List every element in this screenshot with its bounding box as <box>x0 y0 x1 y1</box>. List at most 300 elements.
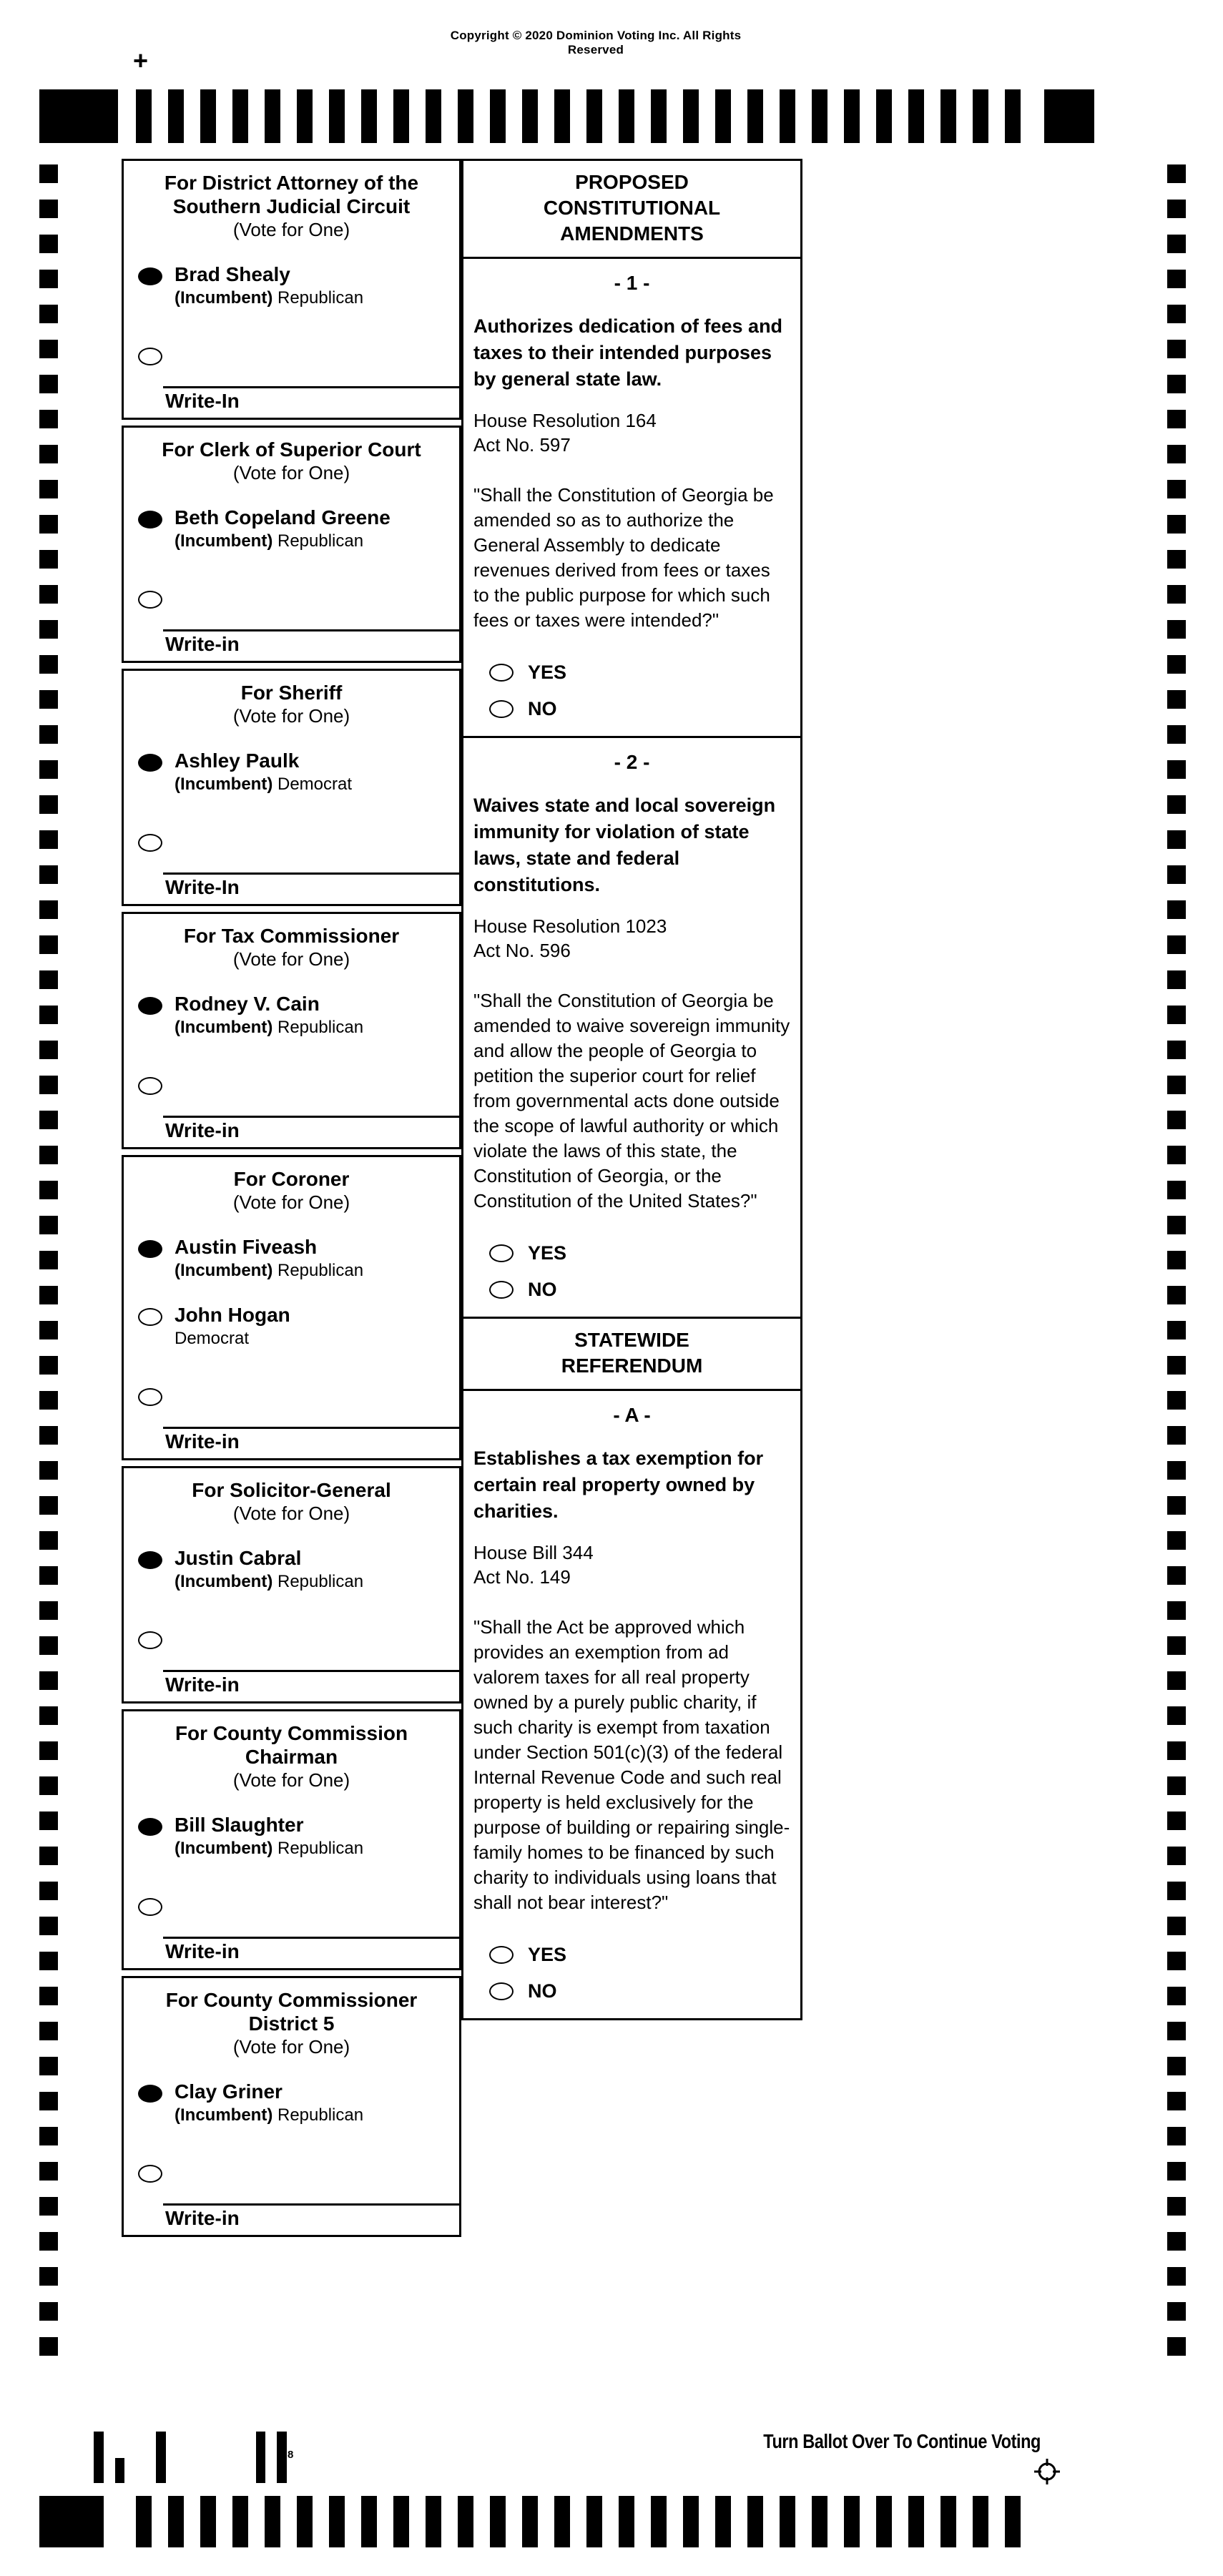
timing-mark <box>39 620 58 639</box>
candidate-text <box>175 750 352 795</box>
timing-mark <box>39 2267 58 2286</box>
write-in-choice-row <box>124 591 459 612</box>
timing-mark <box>329 2496 345 2547</box>
timing-mark <box>1167 970 1186 989</box>
timing-mark <box>1167 690 1186 709</box>
option-label: NO <box>528 1980 557 2002</box>
timing-mark <box>1167 1111 1186 1129</box>
candidate-party: (Incumbent) Republican <box>175 1839 364 1858</box>
timing-mark <box>780 89 795 143</box>
timing-mark <box>1167 164 1186 183</box>
no-oval[interactable] <box>489 1281 514 1299</box>
timing-mark <box>39 2127 58 2145</box>
timing-mark <box>39 375 58 393</box>
contests-column <box>122 159 461 2243</box>
contest-vote-for: (Vote for One) <box>232 219 350 240</box>
timing-mark <box>39 1356 58 1375</box>
candidate-text <box>175 1237 363 1282</box>
timing-mark <box>265 2496 280 2547</box>
timing-mark <box>1167 795 1186 814</box>
timing-mark <box>426 89 441 143</box>
timing-mark <box>39 2162 58 2181</box>
timing-mark <box>1167 235 1186 253</box>
contest-box <box>122 669 461 906</box>
timing-mark <box>39 970 58 989</box>
timing-mark <box>1167 2127 1186 2145</box>
timing-mark <box>554 2496 570 2547</box>
timing-mark <box>39 550 58 569</box>
timing-mark <box>619 89 634 143</box>
section-header: STATEWIDE REFERENDUM <box>461 1317 802 1391</box>
timing-mark <box>39 1566 58 1585</box>
timing-mark <box>1167 1356 1186 1375</box>
timing-mark <box>39 164 58 183</box>
candidate-text <box>175 507 391 552</box>
measure-question: "Shall the Constitution of Georgia be amended so as to authorize the General Assembly to dedicate revenues derived from fees or taxes to the public purpose for which such fees or taxes were intended?" <box>473 484 774 631</box>
timing-mark <box>780 2496 795 2547</box>
timing-mark <box>39 830 58 849</box>
timing-mark <box>1167 1811 1186 1830</box>
option-label: NO <box>528 698 557 719</box>
candidate-row <box>124 264 459 309</box>
timing-mark <box>297 89 313 143</box>
timing-mark <box>1167 1216 1186 1234</box>
timing-mark <box>1167 1251 1186 1269</box>
candidate-row <box>124 2081 459 2126</box>
timing-mark <box>39 1496 58 1515</box>
timing-mark <box>1167 410 1186 428</box>
write-in-label: Write-In <box>165 876 240 898</box>
contest-box <box>122 426 461 663</box>
timing-mark <box>1167 305 1186 323</box>
timing-mark <box>747 89 763 143</box>
measure-summary: Authorizes dedication of fees and taxes to their intended purposes by general state law. <box>473 315 783 390</box>
timing-mark <box>1044 89 1094 143</box>
timing-mark <box>39 1426 58 1445</box>
timing-mark <box>39 2496 104 2547</box>
timing-mark <box>39 585 58 604</box>
option-row <box>473 1944 790 1966</box>
timing-mark <box>490 89 506 143</box>
timing-mark <box>876 89 892 143</box>
timing-mark <box>39 89 118 143</box>
timing-mark <box>458 89 473 143</box>
measures-column <box>461 159 802 2020</box>
write-in-line[interactable] <box>163 1937 459 1939</box>
timing-mark <box>136 89 152 143</box>
timing-mark <box>1167 830 1186 849</box>
timing-mark <box>747 2496 763 2547</box>
candidate-oval[interactable] <box>138 1308 162 1326</box>
measure-references: House Resolution 164 Act No. 597 <box>473 410 657 456</box>
timing-mark <box>1167 2092 1186 2110</box>
timing-mark <box>1167 760 1186 779</box>
write-in-label: Write-in <box>165 633 240 655</box>
contest-title: For County Commission Chairman <box>175 1722 408 1768</box>
timing-mark <box>39 1041 58 1059</box>
timing-mark <box>1167 1041 1186 1059</box>
candidate-text <box>175 264 363 309</box>
contest-box <box>122 1466 461 1704</box>
timing-mark <box>715 2496 731 2547</box>
timing-mark <box>683 89 699 143</box>
timing-mark <box>39 1741 58 1760</box>
timing-mark <box>39 1461 58 1480</box>
timing-mark <box>683 2496 699 2547</box>
timing-mark <box>812 2496 827 2547</box>
candidate-row <box>124 750 459 795</box>
contest-title: For District Attorney of the Southern Judicial Circuit <box>164 172 419 217</box>
write-in-oval[interactable] <box>138 591 162 609</box>
timing-mark <box>39 305 58 323</box>
timing-mark <box>39 1776 58 1795</box>
timing-mark <box>361 89 377 143</box>
timing-mark <box>1167 935 1186 954</box>
candidate-list <box>124 2081 459 2126</box>
timing-mark <box>1167 585 1186 604</box>
measure-number: - 1 - <box>614 272 650 294</box>
option-row <box>473 1279 790 1301</box>
timing-mark <box>39 1952 58 1970</box>
measure-summary: Waives state and local sovereign immunity for violation of state laws, state and federal constitutions. <box>473 795 776 895</box>
yes-oval[interactable] <box>489 1244 514 1262</box>
timing-mark <box>844 2496 860 2547</box>
candidate-text <box>175 1814 363 1859</box>
timing-mark <box>39 1251 58 1269</box>
no-oval[interactable] <box>489 700 514 718</box>
timing-mark <box>39 725 58 744</box>
write-in-label: Write-in <box>165 1940 240 1962</box>
timing-mark <box>94 2432 104 2483</box>
timing-mark <box>39 445 58 463</box>
candidate-oval[interactable] <box>138 997 162 1015</box>
candidate-name: Rodney V. Cain <box>175 993 320 1015</box>
timing-mark <box>1167 1146 1186 1164</box>
candidate-list <box>124 993 459 1038</box>
candidate-row <box>124 993 459 1038</box>
option-row <box>473 662 790 684</box>
timing-mark <box>1167 2057 1186 2075</box>
timing-mark <box>426 2496 441 2547</box>
timing-mark <box>39 1391 58 1410</box>
candidate-oval[interactable] <box>138 1818 162 1836</box>
candidate-text <box>175 993 363 1038</box>
write-in-line[interactable] <box>163 872 459 875</box>
timing-mark <box>393 89 409 143</box>
timing-mark <box>1167 620 1186 639</box>
timing-mark <box>554 89 570 143</box>
timing-mark <box>1167 200 1186 218</box>
contest-box <box>122 1709 461 1970</box>
measure-options <box>473 1944 790 2002</box>
write-in-line[interactable] <box>163 629 459 631</box>
measure-references: House Resolution 1023 Act No. 596 <box>473 915 667 961</box>
write-in-oval[interactable] <box>138 1631 162 1649</box>
candidate-row <box>124 1304 459 1350</box>
no-oval[interactable] <box>489 1982 514 2000</box>
timing-mark <box>844 89 860 143</box>
timing-mark <box>940 89 956 143</box>
timing-mark <box>39 795 58 814</box>
candidate-name: John Hogan <box>175 1304 290 1326</box>
timing-mark <box>876 2496 892 2547</box>
candidate-name: Clay Griner <box>175 2080 283 2103</box>
candidate-name: Brad Shealy <box>175 263 290 285</box>
timing-mark <box>39 2022 58 2040</box>
timing-mark <box>329 89 345 143</box>
write-in-oval[interactable] <box>138 348 162 365</box>
measure-box <box>461 1389 802 2020</box>
candidate-oval[interactable] <box>138 1551 162 1569</box>
timing-mark <box>1167 1987 1186 2005</box>
contest-title: For Tax Commissioner <box>183 925 400 947</box>
timing-mark <box>1167 1671 1186 1690</box>
contest-vote-for: (Vote for One) <box>232 1769 350 1791</box>
timing-mark <box>1167 1531 1186 1550</box>
timing-mark <box>973 89 988 143</box>
option-label: YES <box>528 1944 567 1965</box>
timing-mark <box>458 2496 473 2547</box>
timing-mark <box>490 2496 506 2547</box>
contest-title: For Coroner <box>233 1168 350 1190</box>
write-in-oval[interactable] <box>138 1388 162 1406</box>
candidate-name: Beth Copeland Greene <box>175 506 391 529</box>
timing-mark <box>39 340 58 358</box>
timing-mark <box>39 1706 58 1725</box>
measure-number: - 2 - <box>614 751 650 773</box>
registration-plus-mark: + <box>133 46 149 75</box>
timing-mark <box>908 2496 924 2547</box>
timing-mark <box>39 655 58 674</box>
write-in-choice-row <box>124 1898 459 1919</box>
candidate-party: (Incumbent) Republican <box>175 531 364 551</box>
candidate-party: (Incumbent) Republican <box>175 288 364 308</box>
candidate-list <box>124 1548 459 1593</box>
timing-mark <box>168 2496 184 2547</box>
contest-box <box>122 159 461 420</box>
timing-mark <box>1167 900 1186 919</box>
timing-mark <box>39 1146 58 1164</box>
timing-mark <box>1167 2267 1186 2286</box>
option-label: YES <box>528 662 567 683</box>
measure-summary: Establishes a tax exemption for certain real property owned by charities. <box>473 1447 764 1522</box>
timing-mark <box>393 2496 409 2547</box>
measure-references: House Bill 344 Act No. 149 <box>473 1542 594 1588</box>
candidate-oval[interactable] <box>138 754 162 772</box>
timing-mark <box>1167 480 1186 498</box>
timing-mark <box>1167 1566 1186 1585</box>
timing-mark <box>361 2496 377 2547</box>
timing-mark <box>1167 1426 1186 1445</box>
timing-mark <box>39 1847 58 1865</box>
write-in-oval[interactable] <box>138 1077 162 1095</box>
timing-mark <box>39 2057 58 2075</box>
option-row <box>473 698 790 720</box>
write-in-oval[interactable] <box>138 1898 162 1916</box>
timing-mark <box>1167 1286 1186 1304</box>
timing-mark <box>39 1076 58 1094</box>
candidate-name: Bill Slaughter <box>175 1814 304 1836</box>
yes-oval[interactable] <box>489 1946 514 1964</box>
candidate-oval[interactable] <box>138 267 162 285</box>
candidate-oval[interactable] <box>138 2085 162 2103</box>
timing-mark <box>1167 1882 1186 1900</box>
timing-mark <box>256 2432 265 2483</box>
timing-mark <box>1167 550 1186 569</box>
timing-mark <box>1167 1917 1186 1935</box>
timing-mark <box>39 200 58 218</box>
timing-mark <box>39 1111 58 1129</box>
write-in-label: Write-in <box>165 1673 240 1696</box>
write-in-choice-row <box>124 348 459 369</box>
write-in-line[interactable] <box>163 1427 459 1429</box>
candidate-list <box>124 264 459 309</box>
contest-box <box>122 912 461 1149</box>
candidate-row <box>124 1548 459 1593</box>
timing-mark <box>39 760 58 779</box>
timing-mark <box>168 89 184 143</box>
timing-mark <box>1167 1952 1186 1970</box>
timing-mark <box>115 2458 124 2483</box>
option-label: NO <box>528 1279 557 1300</box>
timing-mark <box>1167 2197 1186 2216</box>
write-in-choice-row <box>124 1631 459 1653</box>
timing-mark <box>39 1216 58 1234</box>
timing-mark <box>39 270 58 288</box>
candidate-text <box>175 2081 363 2126</box>
write-in-line[interactable] <box>163 1116 459 1118</box>
yes-oval[interactable] <box>489 664 514 682</box>
timing-mark <box>940 2496 956 2547</box>
timing-mark <box>1167 1181 1186 1199</box>
timing-mark <box>1167 2337 1186 2356</box>
write-in-line[interactable] <box>163 2203 459 2206</box>
timing-mark <box>39 1671 58 1690</box>
candidate-oval[interactable] <box>138 511 162 529</box>
timing-mark <box>1005 2496 1021 2547</box>
timing-mark <box>973 2496 988 2547</box>
timing-mark <box>1167 515 1186 534</box>
write-in-line[interactable] <box>163 1670 459 1672</box>
timing-mark <box>715 89 731 143</box>
option-row <box>473 1242 790 1264</box>
contest-vote-for: (Vote for One) <box>232 948 350 970</box>
contest-vote-for: (Vote for One) <box>232 1503 350 1524</box>
timing-mark <box>1167 1776 1186 1795</box>
write-in-label: Write-in <box>165 2207 240 2229</box>
candidate-row <box>124 1814 459 1859</box>
timing-mark <box>39 2337 58 2356</box>
candidate-row <box>124 507 459 552</box>
option-row <box>473 1980 790 2002</box>
measure-box <box>461 257 802 738</box>
candidate-party: (Incumbent) Republican <box>175 1572 364 1591</box>
contest-vote-for: (Vote for One) <box>232 705 350 727</box>
measure-options <box>473 662 790 720</box>
candidate-name: Ashley Paulk <box>175 749 300 772</box>
timing-mark <box>1167 1496 1186 1515</box>
timing-mark <box>39 1006 58 1024</box>
contest-title: For Solicitor-General <box>192 1479 391 1501</box>
candidate-oval[interactable] <box>138 1240 162 1258</box>
candidate-party: (Incumbent) Republican <box>175 1261 364 1280</box>
write-in-oval[interactable] <box>138 2165 162 2183</box>
timing-mark <box>39 2197 58 2216</box>
write-in-choice-row <box>124 1388 459 1410</box>
candidate-list <box>124 507 459 552</box>
timing-mark <box>1167 1847 1186 1865</box>
write-in-choice-row <box>124 2165 459 2186</box>
measure-question: "Shall the Constitution of Georgia be amended to waive sovereign immunity and allow the people of Georgia to petition the superior court for relief from governmental acts done outside the scope of lawful authority or which violate the laws of this state, the Constitution of Georgia, or the Constitution of the United States?" <box>473 990 790 1211</box>
timing-mark <box>1167 2162 1186 2181</box>
timing-mark <box>39 1917 58 1935</box>
timing-mark <box>156 2432 166 2483</box>
timing-mark <box>812 89 827 143</box>
candidate-list <box>124 1814 459 1859</box>
contest-box <box>122 1155 461 1460</box>
timing-mark <box>1167 655 1186 674</box>
timing-mark <box>39 1811 58 1830</box>
timing-mark <box>297 2496 313 2547</box>
timing-mark <box>1167 1461 1186 1480</box>
timing-mark <box>1167 340 1186 358</box>
barcode-label: 8 <box>288 2449 294 2461</box>
contest-vote-for: (Vote for One) <box>232 462 350 483</box>
turn-ballot-instruction: Turn Ballot Over To Continue Voting <box>763 2430 1041 2452</box>
timing-mark <box>586 2496 602 2547</box>
timing-mark <box>1167 1321 1186 1339</box>
write-in-label: Write-in <box>165 1430 240 1452</box>
timing-mark <box>39 690 58 709</box>
timing-mark <box>1167 865 1186 884</box>
timing-mark <box>39 1321 58 1339</box>
timing-mark <box>1167 1636 1186 1655</box>
registration-crosshair-icon <box>1033 2457 1061 2486</box>
timing-mark <box>1167 1741 1186 1760</box>
timing-mark <box>1167 2302 1186 2321</box>
timing-mark <box>39 935 58 954</box>
timing-mark <box>619 2496 634 2547</box>
timing-mark <box>39 1882 58 1900</box>
contest-title: For Sheriff <box>240 682 343 704</box>
write-in-label: Write-In <box>165 390 240 412</box>
timing-mark <box>200 2496 216 2547</box>
candidate-party: (Incumbent) Republican <box>175 2105 364 2125</box>
write-in-oval[interactable] <box>138 834 162 852</box>
measure-question: "Shall the Act be approved which provides an exemption from ad valorem taxes for all real property owned by a purely public charity, if such charity is exempt from taxation under Section 501(c)(3) of the federal Internal Revenue Code and such real property is held exclusively for the purpose of building or repairing single-family homes to be financed by such charity to individuals using loans that shall not bear interest?" <box>473 1616 790 1913</box>
candidate-party: (Incumbent) Democrat <box>175 775 353 794</box>
timing-mark <box>1167 375 1186 393</box>
timing-mark <box>586 89 602 143</box>
candidate-text <box>175 1304 290 1350</box>
timing-mark <box>39 410 58 428</box>
copyright-text: Copyright © 2020 Dominion Voting Inc. All Rights Reserved <box>450 29 742 56</box>
candidate-row <box>124 1237 459 1282</box>
candidate-party: (Incumbent) Republican <box>175 1018 364 1037</box>
timing-mark <box>39 865 58 884</box>
timing-mark <box>39 235 58 253</box>
timing-mark <box>39 480 58 498</box>
write-in-choice-row <box>124 1077 459 1098</box>
timing-mark <box>651 89 667 143</box>
timing-mark <box>200 89 216 143</box>
measure-box <box>461 736 802 1319</box>
timing-mark <box>1167 2232 1186 2251</box>
contest-title: For County Commissioner District 5 <box>165 1989 418 2035</box>
write-in-line[interactable] <box>163 386 459 388</box>
timing-mark <box>39 1601 58 1620</box>
timing-mark <box>1167 270 1186 288</box>
